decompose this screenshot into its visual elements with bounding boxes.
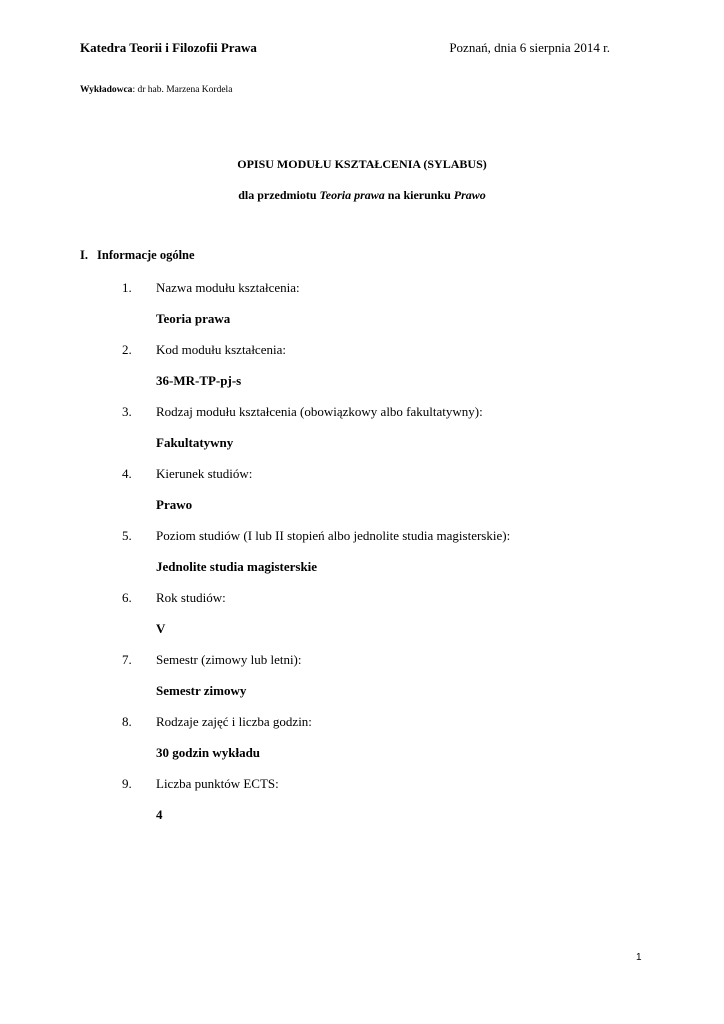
item-question: Kod modułu kształcenia: xyxy=(156,342,286,357)
item-answer: 30 godzin wykładu xyxy=(156,745,261,760)
item-answer: Fakultatywny xyxy=(156,435,234,450)
place-date: Poznań, dnia 6 sierpnia 2014 r. xyxy=(449,40,610,55)
item-question: Rok studiów: xyxy=(156,590,226,605)
item-number: 5. xyxy=(122,528,132,543)
lecturer-name: : dr hab. Marzena Kordela xyxy=(132,85,233,95)
item-question: Liczba punktów ECTS: xyxy=(156,776,279,791)
item-number: 2. xyxy=(122,342,132,357)
item-question: Rodzaje zajęć i liczba godzin: xyxy=(156,714,312,729)
item-question: Semestr (zimowy lub letni): xyxy=(156,652,302,667)
page-number: 1 xyxy=(636,952,642,963)
item-question: Rodzaj modułu kształcenia (obowiązkowy albo fakultatywny): xyxy=(156,404,483,419)
item-number: 7. xyxy=(122,652,132,667)
section-number: I. xyxy=(80,248,88,262)
item-answer: 4 xyxy=(156,807,163,822)
subject-name: Teoria prawa xyxy=(319,188,385,202)
item-number: 3. xyxy=(122,404,132,419)
document-subtitle xyxy=(0,188,724,203)
item-number: 6. xyxy=(122,590,132,605)
item-answer: 36-MR-TP-pj-s xyxy=(156,373,242,388)
item-number: 1. xyxy=(122,280,132,295)
section-heading xyxy=(80,248,195,263)
item-answer: Prawo xyxy=(156,497,193,512)
item-question: Kierunek studiów: xyxy=(156,466,253,481)
item-answer: Teoria prawa xyxy=(156,311,231,326)
lecturer-label: Wykładowca xyxy=(80,85,133,95)
document-title: OPISU MODUŁU KSZTAŁCENIA (SYLABUS) xyxy=(237,157,487,171)
item-answer: Jednolite studia magisterskie xyxy=(156,559,318,574)
item-number: 9. xyxy=(122,776,132,791)
section-title: Informacje ogólne xyxy=(97,248,195,262)
lecturer-line xyxy=(80,85,232,95)
subtitle-part2: na kierunku xyxy=(384,188,454,202)
subtitle-part1: dla przedmiotu xyxy=(238,188,320,202)
item-answer: Semestr zimowy xyxy=(156,683,247,698)
item-number: 8. xyxy=(122,714,132,729)
field-name: Prawo xyxy=(453,188,486,202)
item-question: Poziom studiów (I lub II stopień albo jednolite studia magisterskie): xyxy=(156,528,511,543)
item-number: 4. xyxy=(122,466,132,481)
department-name: Katedra Teorii i Filozofii Prawa xyxy=(80,40,257,55)
item-answer: V xyxy=(156,621,166,636)
item-question: Nazwa modułu kształcenia: xyxy=(156,280,300,295)
